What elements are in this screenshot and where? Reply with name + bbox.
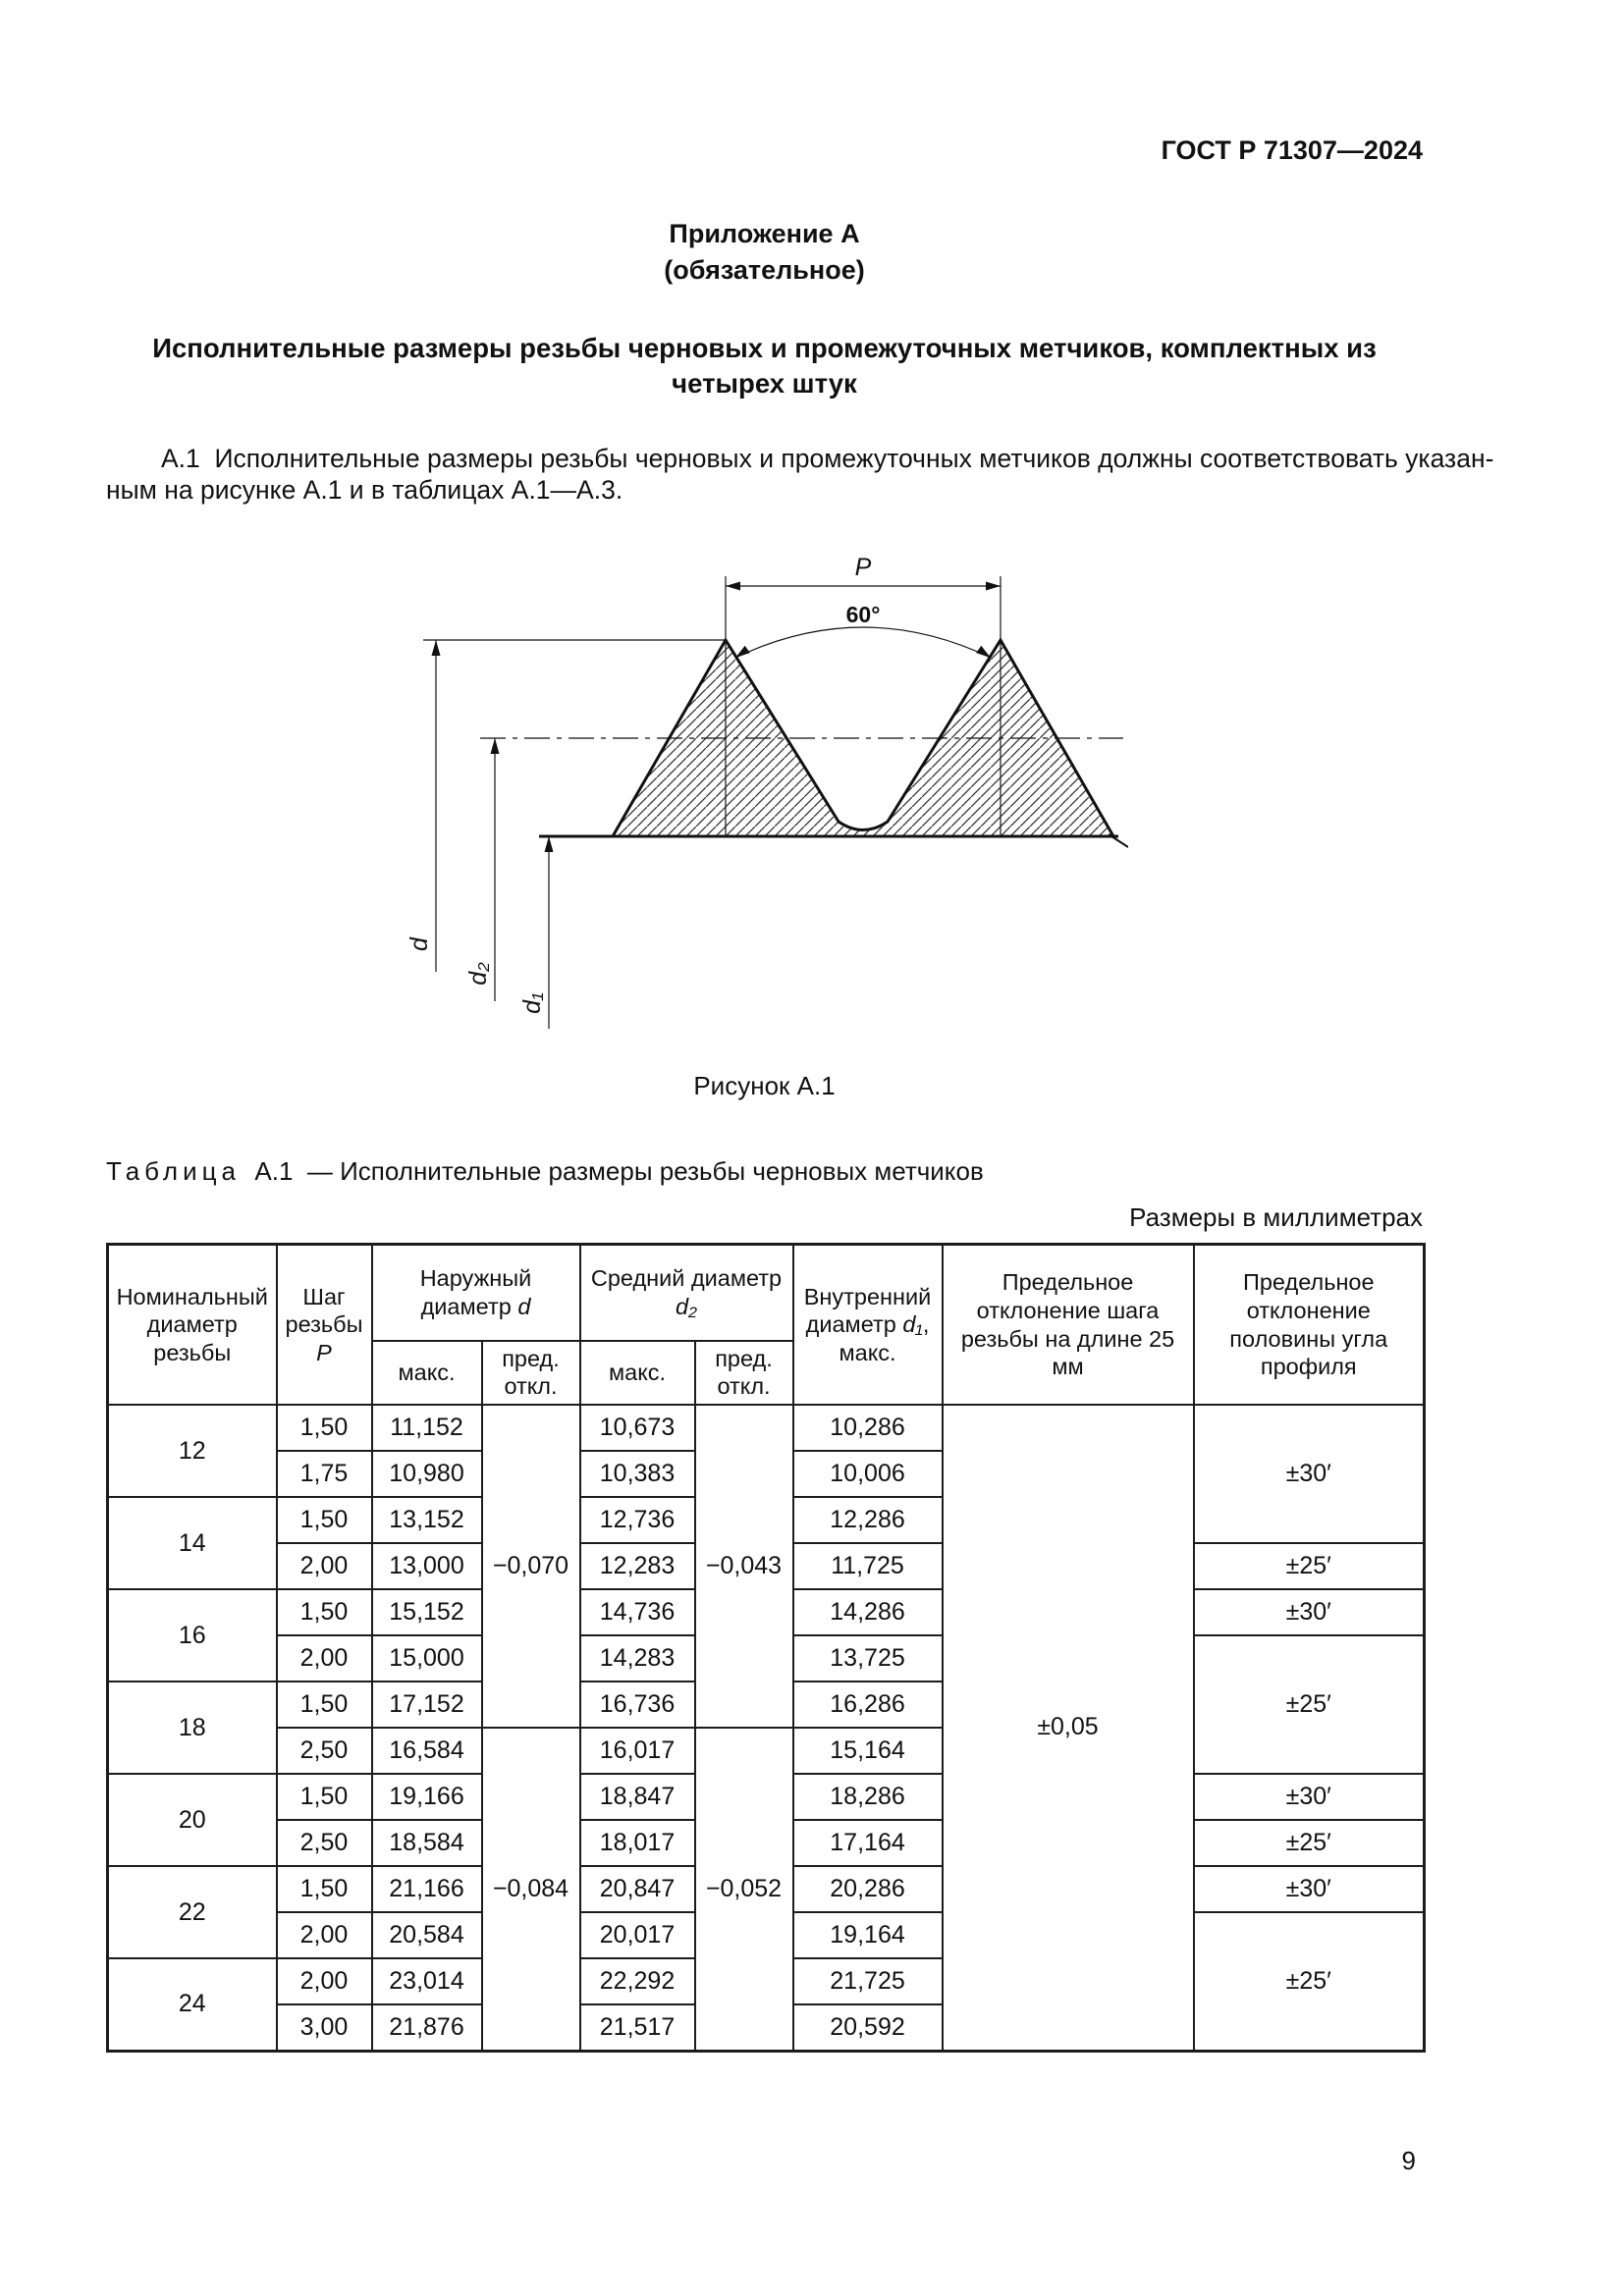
cell-d-max: 18,584: [372, 1820, 482, 1866]
cell-d1-max: 10,286: [793, 1405, 943, 1451]
pitch-diameter-label: d₂: [463, 962, 492, 986]
subheader-mid-dev: пред. откл.: [695, 1341, 793, 1405]
cell-d-max: 19,166: [372, 1774, 482, 1820]
cell-pitch: 1,50: [277, 1682, 372, 1728]
cell-d1-max: 21,725: [793, 1958, 943, 2004]
cell-angle-dev: ±30′: [1194, 1405, 1425, 1543]
cell-d1-max: 10,006: [793, 1451, 943, 1497]
cell-d2-max: 18,847: [580, 1774, 695, 1820]
cell-d-max: 11,152: [372, 1405, 482, 1451]
page-number: 9: [1401, 2146, 1416, 2175]
cell-nominal: 18: [108, 1682, 277, 1774]
cell-nominal: 14: [108, 1497, 277, 1589]
thread-profile-drawing: [402, 532, 1128, 1050]
cell-d1-max: 16,286: [793, 1682, 943, 1728]
header-nominal-diameter: Номинальный диаметр резьбы: [108, 1245, 277, 1405]
cell-d-max: 17,152: [372, 1682, 482, 1728]
thread-metal-hatched-region: [613, 640, 1113, 836]
cell-d-dev: −0,070: [482, 1405, 580, 1728]
cell-pitch: 2,00: [277, 1912, 372, 1958]
header-pitch: Шаг резьбы P: [277, 1245, 372, 1405]
pitch-arrow-left: [726, 582, 740, 591]
pitch-diameter-arrow: [490, 738, 499, 754]
cell-d2-max: 16,736: [580, 1682, 695, 1728]
cell-d2-max: 12,283: [580, 1543, 695, 1589]
cell-d-max: 15,000: [372, 1635, 482, 1682]
cell-pitch: 1,75: [277, 1451, 372, 1497]
minor-diameter-arrow: [544, 836, 553, 852]
cell-nominal: 12: [108, 1405, 277, 1497]
cell-d2-max: 10,673: [580, 1405, 695, 1451]
cell-nominal: 16: [108, 1589, 277, 1682]
cell-d-max: 15,152: [372, 1589, 482, 1635]
subheader-mid-max: макс.: [580, 1341, 695, 1405]
cell-pitch: 1,50: [277, 1405, 372, 1451]
subheader-outer-max: макс.: [372, 1341, 482, 1405]
header-outer-diameter: Наружный диаметр d: [372, 1245, 580, 1341]
cell-d-max: 13,152: [372, 1497, 482, 1543]
cell-angle-dev: ±30′: [1194, 1589, 1425, 1635]
header-pitch-diameter: Средний диаметр d₂: [580, 1245, 793, 1341]
table-a1: [106, 1243, 1426, 2052]
appendix-label: Приложение А: [669, 219, 860, 248]
cell-angle-dev: ±30′: [1194, 1866, 1425, 1912]
cell-d1-max: 19,164: [793, 1912, 943, 1958]
appendix-title: [106, 331, 1423, 401]
header-pitch-deviation: Предельное отклонение шага резьбы на длине 25 мм: [943, 1245, 1194, 1405]
cell-d1-max: 18,286: [793, 1774, 943, 1820]
cell-d2-dev: −0,043: [695, 1405, 793, 1728]
cell-d-max: 20,584: [372, 1912, 482, 1958]
cell-pitch: 2,00: [277, 1635, 372, 1682]
cell-pitch: 1,50: [277, 1866, 372, 1912]
cell-d2-max: 21,517: [580, 2004, 695, 2051]
cell-d1-max: 20,592: [793, 2004, 943, 2051]
cell-d1-max: 12,286: [793, 1497, 943, 1543]
cell-d1-max: 14,286: [793, 1589, 943, 1635]
cell-d1-max: 11,725: [793, 1543, 943, 1589]
clause-a1-paragraph: [106, 443, 1494, 507]
cell-d2-max: 20,847: [580, 1866, 695, 1912]
appendix-title-line1: Исполнительные размеры резьбы черновых и промежуточных метчиков, комплектных из: [152, 333, 1377, 363]
cell-d2-max: 18,017: [580, 1820, 695, 1866]
cell-nominal: 24: [108, 1958, 277, 2051]
cell-pitch: 2,00: [277, 1543, 372, 1589]
cell-d2-max: 14,283: [580, 1635, 695, 1682]
pitch-label: P: [854, 554, 871, 582]
cell-pitch: 2,00: [277, 1958, 372, 2004]
cell-nominal: 20: [108, 1774, 277, 1866]
table-label-word: Таблица: [106, 1156, 241, 1187]
units-note: Размеры в миллиметрах: [1129, 1202, 1423, 1233]
cell-angle-dev: ±25′: [1194, 1820, 1425, 1866]
cell-d2-max: 10,383: [580, 1451, 695, 1497]
cell-angle-dev: ±25′: [1194, 1912, 1425, 2051]
cell-angle-dev: ±30′: [1194, 1774, 1425, 1820]
cell-d2-max: 12,736: [580, 1497, 695, 1543]
major-diameter-arrow: [431, 640, 440, 656]
table-row: [108, 1405, 1425, 1451]
cell-pitch-dev: ±0,05: [943, 1405, 1194, 2051]
appendix-title-line2: четырех штук: [672, 367, 857, 399]
cell-d2-max: 22,292: [580, 1958, 695, 2004]
cell-d-dev: −0,084: [482, 1728, 580, 2051]
cell-d2-dev: −0,052: [695, 1728, 793, 2051]
cell-pitch: 1,50: [277, 1589, 372, 1635]
cell-pitch: 2,50: [277, 1728, 372, 1774]
cell-d-max: 13,000: [372, 1543, 482, 1589]
standard-number: ГОСТ Р 71307—2024: [1161, 135, 1423, 165]
cell-d-max: 16,584: [372, 1728, 482, 1774]
paragraph-line2: ным на рисунке А.1 и в таблицах А.1—А.3.: [106, 475, 623, 506]
angle-label: 60°: [845, 602, 880, 628]
header-angle-deviation: Предельное отклонение половины угла профиля: [1194, 1245, 1425, 1405]
pitch-arrow-right: [986, 582, 1001, 591]
table-title: [106, 1156, 1423, 1187]
cell-d1-max: 17,164: [793, 1820, 943, 1866]
angle-arc: [735, 627, 991, 658]
table-label-number: А.1: [254, 1156, 294, 1187]
figure-caption: Рисунок А.1: [693, 1071, 836, 1101]
cell-d1-max: 13,725: [793, 1635, 943, 1682]
minor-diameter-label: d₁: [517, 992, 546, 1015]
cell-pitch: 2,50: [277, 1820, 372, 1866]
cell-pitch: 3,00: [277, 2004, 372, 2051]
cell-d2-max: 14,736: [580, 1589, 695, 1635]
major-diameter-label: d: [405, 937, 433, 952]
cell-pitch: 1,50: [277, 1774, 372, 1820]
cell-d1-max: 15,164: [793, 1728, 943, 1774]
header-inner-diameter: Внутренний диаметр d₁, макс.: [793, 1245, 943, 1405]
cell-d-max: 21,876: [372, 2004, 482, 2051]
cell-angle-dev: ±25′: [1194, 1635, 1425, 1774]
cell-d2-max: 16,017: [580, 1728, 695, 1774]
cell-d-max: 23,014: [372, 1958, 482, 2004]
cell-d1-max: 20,286: [793, 1866, 943, 1912]
cell-d-max: 21,166: [372, 1866, 482, 1912]
cell-d2-max: 20,017: [580, 1912, 695, 1958]
paragraph-line1: А.1 Исполнительные размеры резьбы черновых и промежуточных метчиков должны соответствовать указан-: [161, 443, 1494, 473]
cell-angle-dev: ±25′: [1194, 1543, 1425, 1589]
figure-a1: [106, 532, 1423, 1101]
subheader-outer-dev: пред. откл.: [482, 1341, 580, 1405]
cell-nominal: 22: [108, 1866, 277, 1958]
table-title-text: — Исполнительные размеры резьбы черновых метчиков: [306, 1156, 984, 1187]
appendix-type: (обязательное): [664, 255, 865, 285]
cell-d-max: 10,980: [372, 1451, 482, 1497]
cell-pitch: 1,50: [277, 1497, 372, 1543]
